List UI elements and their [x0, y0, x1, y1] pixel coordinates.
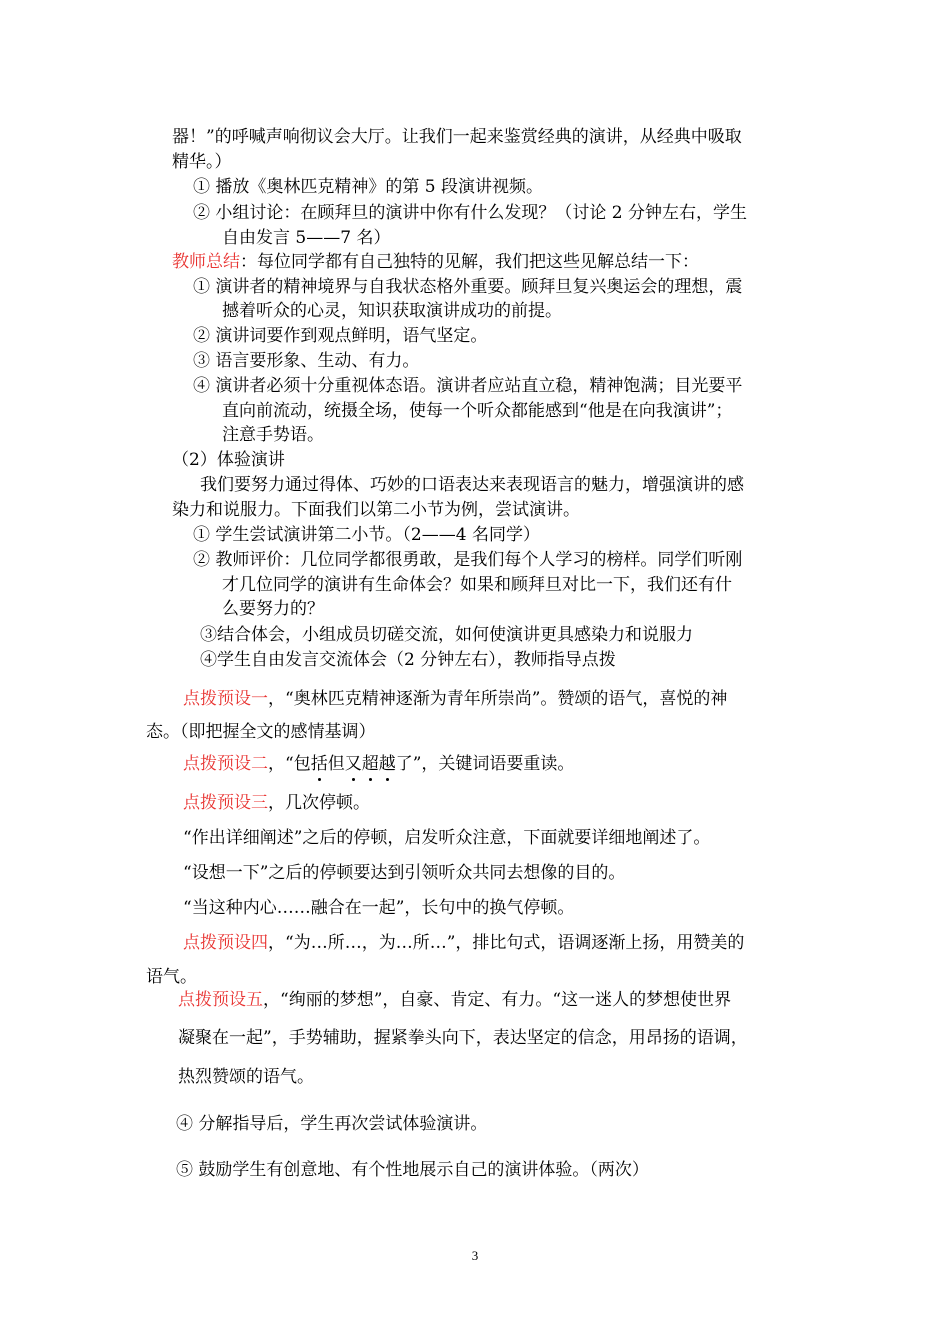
emphasis-dotted-char: 越: [378, 754, 396, 774]
preset-4: [183, 932, 744, 954]
step-5: ⑤ 鼓励学生有创意地、有个性地展示自己的演讲体验。（两次）: [176, 1160, 649, 1180]
summary-1-line-1: ① 演讲者的精神境界与自我状态格外重要。顾拜旦复兴奥运会的理想，震: [193, 277, 743, 297]
step1-item-1: ① 播放《奥林匹克精神》的第 5 段演讲视频。: [193, 177, 544, 197]
preset-5: [178, 989, 731, 1011]
exp-1: ① 学生尝试演讲第二小节。（2——4 名同学）: [193, 525, 540, 545]
summary-3: ③ 语言要形象、生动、有力。: [193, 351, 420, 371]
teacher-summary-label: 教师总结: [172, 252, 240, 272]
exp-3: ③结合体会，小组成员切磋交流，如何使演讲更具感染力和说服力: [200, 625, 693, 645]
emphasis-dotted-char: 括: [310, 754, 328, 774]
emphasis-dotted-char: 超: [361, 754, 379, 774]
preset-2-label: 点拨预设二: [183, 754, 268, 774]
preset-2-text: ”，关键词语要重读。: [412, 754, 575, 774]
summary-2: ② 演讲词要作到观点鲜明，语气坚定。: [193, 326, 488, 346]
page-number: 3: [471, 1248, 479, 1263]
preset-2: [183, 753, 574, 775]
section2-para-line-1: 我们要努力通过得体、巧妙的口语表达来表现语言的魅力，增强演讲的感: [200, 475, 744, 495]
preset-5-line-2: 凝聚在一起”，手势辅助，握紧拳头向下，表达坚定的信念，用昂扬的语调，: [178, 1028, 748, 1048]
intro-line-2: 精华。）: [172, 152, 232, 172]
summary-4-line-1: ④ 演讲者必须十分重视体态语。演讲者应站直立稳，精神饱满；目光要平: [193, 376, 743, 396]
preset-4-line-2: 语气。: [146, 967, 197, 987]
step-4: ④ 分解指导后，学生再次尝试体验演讲。: [176, 1114, 488, 1134]
section2-heading: （2）体验演讲: [172, 450, 285, 470]
preset-5-text: ，“绚丽的梦想”，自豪、肯定、有力。“这一迷人的梦想使世界: [263, 990, 732, 1010]
step1-item-2-line-1: ② 小组讨论：在顾拜旦的演讲中你有什么发现？（讨论 2 分钟左右，学生: [193, 203, 748, 223]
preset-4-text: ，“为…所…，为…所…”，排比句式，语调逐渐上扬，用赞美的: [268, 933, 745, 953]
exp-2-line-3: 么要努力的？: [222, 599, 324, 619]
pause-1: “作出详细阐述”之后的停顿，启发听众注意，下面就要详细地阐述了。: [183, 828, 711, 848]
preset-1-text: ，“奥林匹克精神逐渐为青年所崇尚”。赞颂的语气，喜悦的神: [268, 689, 728, 709]
preset-5-line-3: 热烈赞颂的语气。: [178, 1067, 314, 1087]
preset-2-open-quote: ，“: [268, 754, 294, 774]
preset-3-text: ，几次停顿。: [268, 793, 370, 813]
preset-4-label: 点拨预设四: [183, 933, 268, 953]
preset-1-label: 点拨预设一: [183, 689, 268, 709]
exp-2-line-2: 才几位同学的演讲有生命体会？如果和顾拜旦对比一下，我们还有什: [222, 575, 732, 595]
step1-item-2-line-2: 自由发言 5——7 名）: [222, 228, 391, 248]
summary-1-line-2: 撼着听众的心灵，知识获取演讲成功的前提。: [222, 301, 562, 321]
emphasis-char: 但: [327, 754, 345, 774]
preset-1-line-2: 态。（即把握全文的感情基调）: [146, 722, 376, 742]
emphasis-char: 了: [395, 754, 413, 774]
exp-2-line-1: ② 教师评价：几位同学都很勇敢，是我们每个人学习的榜样。同学们听刚: [193, 550, 743, 570]
exp-4: ④学生自由发言交流体会（2 分钟左右），教师指导点拨: [200, 650, 616, 670]
pause-3: “当这种内心……融合在一起”，长句中的换气停顿。: [183, 898, 575, 918]
preset-3: [183, 792, 370, 814]
teacher-summary-text: ：每位同学都有自己独特的见解，我们把这些见解总结一下：: [240, 252, 699, 272]
section2-para-line-2: 染力和说服力。下面我们以第二小节为例，尝试演讲。: [172, 500, 580, 520]
emphasis-char: 包: [293, 754, 311, 774]
summary-4-line-3: 注意手势语。: [222, 425, 324, 445]
preset-5-label: 点拨预设五: [178, 990, 263, 1010]
preset-1: [183, 688, 727, 710]
emphasis-dotted-char: 又: [344, 754, 362, 774]
summary-4-line-2: 直向前流动，统摄全场，使每一个听众都能感到“他是在向我演讲”；: [222, 401, 733, 421]
teacher-summary: [172, 251, 699, 273]
intro-line-1: 器！”的呼喊声响彻议会大厅。让我们一起来鉴赏经典的演讲，从经典中吸取: [172, 127, 742, 147]
preset-3-label: 点拨预设三: [183, 793, 268, 813]
pause-2: “设想一下”之后的停顿要达到引领听众共同去想像的目的。: [183, 863, 626, 883]
